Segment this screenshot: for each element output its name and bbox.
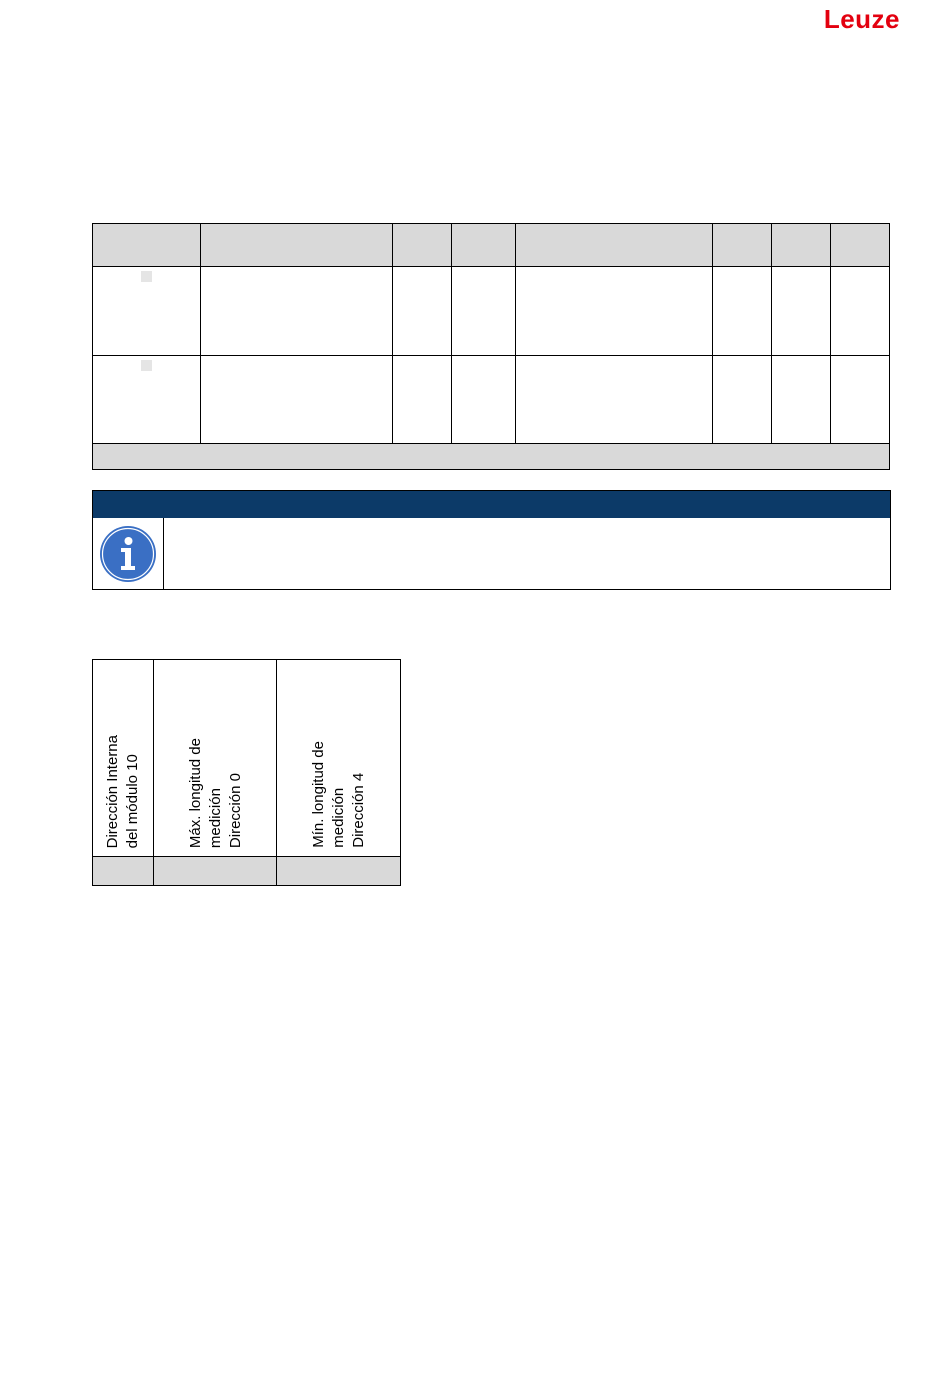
table-header-cell — [201, 224, 393, 267]
notice-icon-cell — [93, 518, 164, 590]
table-cell — [93, 356, 201, 444]
table-header-cell — [772, 224, 831, 267]
square-bullet-icon — [141, 360, 152, 371]
square-bullet-icon — [141, 271, 152, 282]
table-cell — [713, 356, 772, 444]
address-header-min-length — [277, 660, 401, 857]
table-footer-row — [93, 444, 890, 470]
address-header-internal — [93, 660, 154, 857]
address-header-label: Dirección Interna del módulo 10 — [104, 734, 141, 848]
info-notice — [92, 490, 891, 590]
table-cell — [277, 857, 401, 886]
notice-text — [164, 518, 890, 590]
notice-header-bar — [93, 491, 890, 518]
table-row — [93, 267, 890, 356]
table-cell — [831, 356, 890, 444]
table-row — [93, 356, 890, 444]
table-cell — [713, 267, 772, 356]
leuze-logo: Leuze — [823, 4, 900, 34]
table-header-cell — [516, 224, 713, 267]
table-cell — [393, 267, 452, 356]
table-cell — [93, 857, 154, 886]
table-header-cell — [452, 224, 516, 267]
parameter-table — [92, 223, 890, 470]
table-cell — [201, 267, 393, 356]
address-header-max-length — [154, 660, 277, 857]
table-header-row — [93, 224, 890, 267]
table-header-cell — [93, 224, 201, 267]
table-footer-cell — [93, 444, 890, 470]
table-cell — [201, 356, 393, 444]
table-cell — [154, 857, 277, 886]
table-cell — [516, 267, 713, 356]
address-table-header-row — [93, 660, 401, 857]
table-cell — [516, 356, 713, 444]
table-cell — [772, 356, 831, 444]
address-header-label: Máx. longitud de medición Dirección 0 — [187, 737, 244, 848]
table-header-cell — [831, 224, 890, 267]
table-header-cell — [713, 224, 772, 267]
address-table — [92, 659, 401, 886]
table-header-cell — [393, 224, 452, 267]
table-cell — [772, 267, 831, 356]
table-cell — [452, 356, 516, 444]
table-cell — [831, 267, 890, 356]
table-row — [93, 857, 401, 886]
table-cell — [452, 267, 516, 356]
info-icon — [99, 525, 157, 583]
address-header-label: Mín. longitud de medición Dirección 4 — [310, 741, 367, 848]
table-cell — [93, 267, 201, 356]
table-cell — [393, 356, 452, 444]
